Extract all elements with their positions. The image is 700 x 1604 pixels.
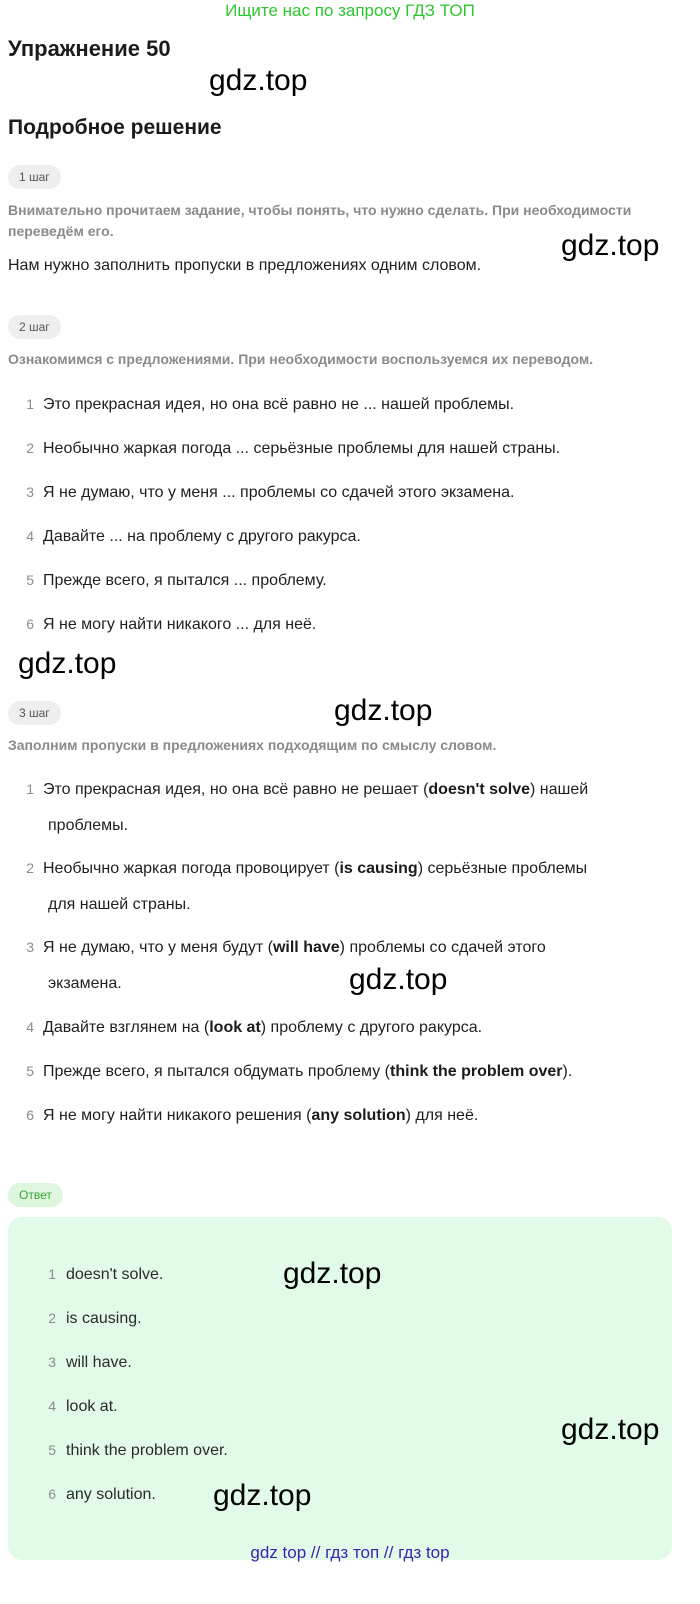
item-number: 1 <box>48 1266 56 1282</box>
item-text: Это прекрасная идея, но она всё равно не решает (doesn't solve) нашей <box>43 781 589 798</box>
item-number: 6 <box>48 1486 56 1502</box>
item-text: is causing. <box>66 1310 142 1327</box>
item-text: Давайте ... на проблему с другого ракурса. <box>43 528 361 545</box>
step-2-badge: 2 шаг <box>8 315 61 339</box>
answer-badge: Ответ <box>8 1183 63 1207</box>
item-number: 3 <box>26 939 34 955</box>
item-number: 1 <box>26 781 34 797</box>
item-number: 5 <box>48 1442 56 1458</box>
step-3-badge: 3 шаг <box>8 701 61 725</box>
answer-word: doesn't solve <box>428 781 531 798</box>
watermark: gdz.top <box>334 694 433 727</box>
step-2-note: Ознакомимся с предложениями. При необходимости воспользуемся их переводом. <box>8 351 594 367</box>
item-text: Прежде всего, я пытался обдумать проблему (think the problem over). <box>43 1063 573 1080</box>
answer-word: look at <box>209 1019 261 1036</box>
watermark: gdz.top <box>561 1413 660 1446</box>
item-number: 3 <box>48 1354 56 1370</box>
item-text: для нашей страны. <box>48 896 191 913</box>
watermark: gdz.top <box>209 64 308 97</box>
watermark: gdz.top <box>283 1257 382 1290</box>
item-text: Я не думаю, что у меня будут (will have) проблемы со сдачей этого <box>43 939 546 956</box>
item-text: will have. <box>66 1354 132 1371</box>
item-text: doesn't solve. <box>66 1266 164 1283</box>
item-number: 4 <box>48 1398 56 1414</box>
item-text: Я не могу найти никакого ... для неё. <box>43 616 317 633</box>
answer-word: any solution <box>311 1107 406 1124</box>
item-text: Прежде всего, я пытался ... проблему. <box>43 572 327 589</box>
exercise-title: Упражнение 50 <box>8 36 171 61</box>
item-number: 4 <box>26 1019 34 1035</box>
item-text: think the problem over. <box>66 1442 228 1459</box>
step-3-note: Заполним пропуски в предложениях подходящим по смыслу словом. <box>8 737 497 753</box>
item-text: Я не думаю, что у меня ... проблемы со сдачей этого экзамена. <box>43 484 515 501</box>
item-text: any solution. <box>66 1486 156 1503</box>
item-text: экзамена. <box>48 975 122 992</box>
watermark: gdz.top <box>349 963 448 996</box>
item-number: 4 <box>26 528 34 544</box>
item-number: 5 <box>26 572 34 588</box>
item-number: 2 <box>26 440 34 456</box>
item-text: Давайте взглянем на (look at) проблему с другого ракурса. <box>43 1019 483 1036</box>
solution-title: Подробное решение <box>8 116 222 139</box>
step-1-note-line-2: переведём его. <box>8 223 114 239</box>
item-text: Необычно жаркая погода ... серьёзные проблемы для нашей страны. <box>43 440 561 457</box>
item-text: Необычно жаркая погода провоцирует (is causing) серьёзные проблемы <box>43 860 588 877</box>
item-text: look at. <box>66 1398 118 1415</box>
item-number: 2 <box>26 860 34 876</box>
watermark: gdz.top <box>561 229 660 262</box>
item-text: проблемы. <box>48 817 129 834</box>
watermark: gdz.top <box>18 647 117 680</box>
step-1-note-line-1: Внимательно прочитаем задание, чтобы понять, что нужно сделать. При необходимости <box>8 202 632 218</box>
item-number: 6 <box>26 1107 34 1123</box>
item-number: 1 <box>26 396 34 412</box>
footer-links[interactable]: gdz top // гдз топ // гдз top <box>250 1543 450 1562</box>
item-text: Это прекрасная идея, но она всё равно не ... нашей проблемы. <box>43 396 515 413</box>
item-number: 6 <box>26 616 34 632</box>
answer-word: think the problem over <box>390 1063 563 1080</box>
step-1-badge: 1 шаг <box>8 165 61 189</box>
top-banner[interactable]: Ищите нас по запросу ГДЗ ТОП <box>225 1 475 20</box>
answer-word: will have <box>272 939 340 956</box>
watermark: gdz.top <box>213 1479 312 1512</box>
item-text: Я не могу найти никакого решения (any solution) для неё. <box>43 1107 479 1124</box>
item-number: 3 <box>26 484 34 500</box>
step-1-text: Нам нужно заполнить пропуски в предложениях одним словом. <box>8 257 482 274</box>
answer-word: is causing <box>339 860 418 877</box>
item-number: 2 <box>48 1310 56 1326</box>
item-number: 5 <box>26 1063 34 1079</box>
